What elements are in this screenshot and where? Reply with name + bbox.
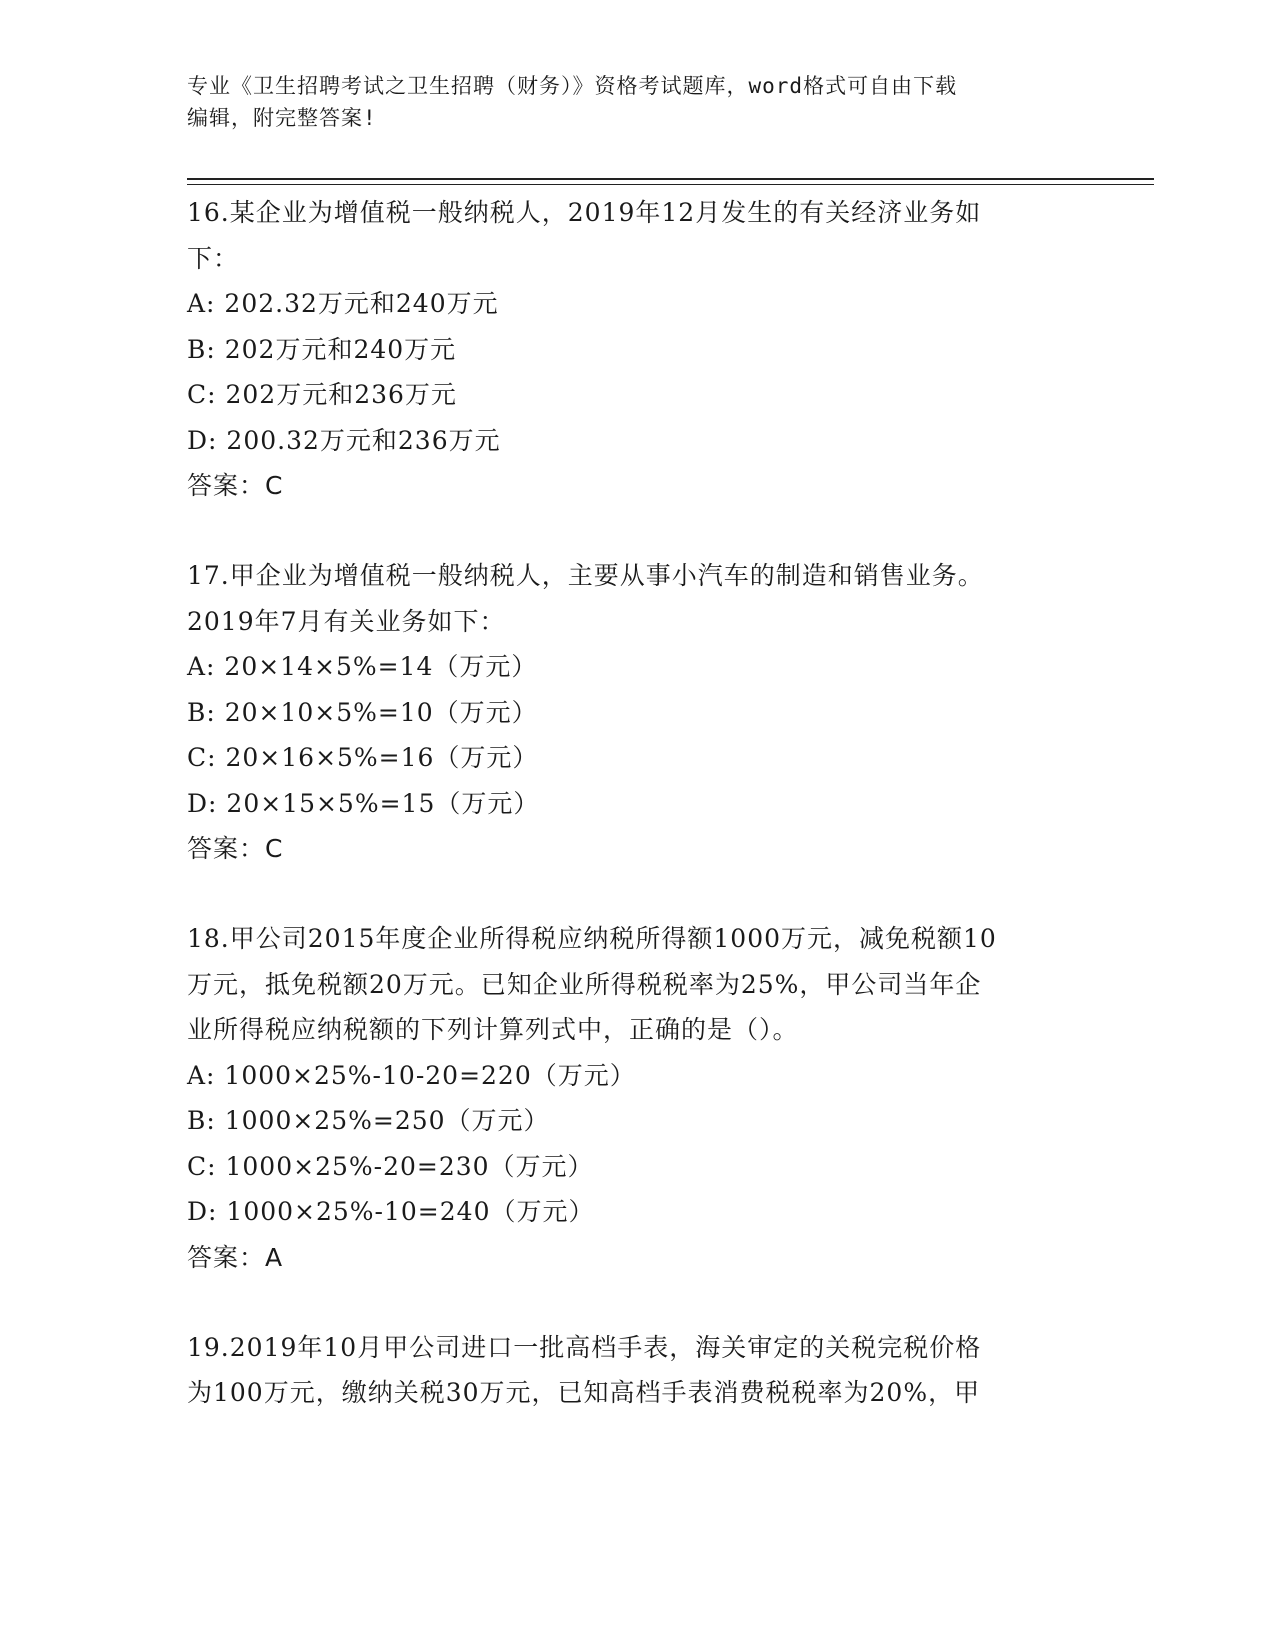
header-divider-thick [187, 178, 1154, 180]
answer-line: 答案：C [187, 471, 284, 500]
question-stem-line: 19.2019年10月甲公司进口一批高档手表，海关审定的关税完税价格 [187, 1332, 982, 1362]
option-b: B: 20×10×5%=10（万元） [187, 697, 538, 727]
question-18 [187, 916, 1087, 1280]
question-stem-line: 16.某企业为增值税一般纳税人，2019年12月发生的有关经济业务如 [187, 198, 982, 227]
option-c: C: 1000×25%-20=230（万元） [187, 1151, 594, 1181]
header-line-1: 专业《卫生招聘考试之卫生招聘（财务）》资格考试题库，word格式可自由下载 [187, 74, 958, 98]
question-stem-line: 业所得税应纳税额的下列计算列式中，正确的是（）。 [187, 1015, 799, 1044]
option-b: B: 1000×25%=250（万元） [187, 1106, 550, 1135]
option-b: B: 202万元和240万元 [187, 334, 457, 364]
header-line-2: 编辑，附完整答案! [187, 106, 377, 130]
question-stem-line: 下： [187, 243, 240, 273]
option-d: D: 1000×25%-10=240（万元） [187, 1197, 595, 1226]
question-19 [187, 1325, 1087, 1416]
document-header [187, 70, 1067, 134]
option-c: C: 20×16×5%=16（万元） [187, 743, 539, 772]
question-17 [187, 553, 1087, 871]
option-c: C: 202万元和236万元 [187, 380, 457, 409]
question-stem-line: 18.甲公司2015年度企业所得税应纳税所得额1000万元，减免税额10 [187, 924, 997, 953]
question-stem-line: 为100万元，缴纳关税30万元，已知高档手表消费税税率为20%，甲 [187, 1378, 981, 1407]
option-d: D: 200.32万元和236万元 [187, 425, 501, 455]
question-16 [187, 190, 1087, 508]
question-list [187, 190, 1087, 1461]
question-stem-line: 2019年7月有关业务如下： [187, 606, 506, 636]
option-a: A: 202.32万元和240万元 [187, 289, 499, 318]
question-stem-line: 万元，抵免税额20万元。已知企业所得税税率为25%，甲公司当年企 [187, 969, 982, 999]
option-a: A: 1000×25%-10-20=220（万元） [187, 1060, 636, 1090]
option-d: D: 20×15×5%=15（万元） [187, 788, 540, 818]
answer-line: 答案：A [187, 1242, 284, 1272]
header-divider-thin [187, 184, 1154, 185]
option-a: A: 20×14×5%=14（万元） [187, 652, 538, 681]
answer-line: 答案：C [187, 834, 284, 863]
question-stem-line: 17.甲企业为增值税一般纳税人，主要从事小汽车的制造和销售业务。 [187, 561, 984, 590]
